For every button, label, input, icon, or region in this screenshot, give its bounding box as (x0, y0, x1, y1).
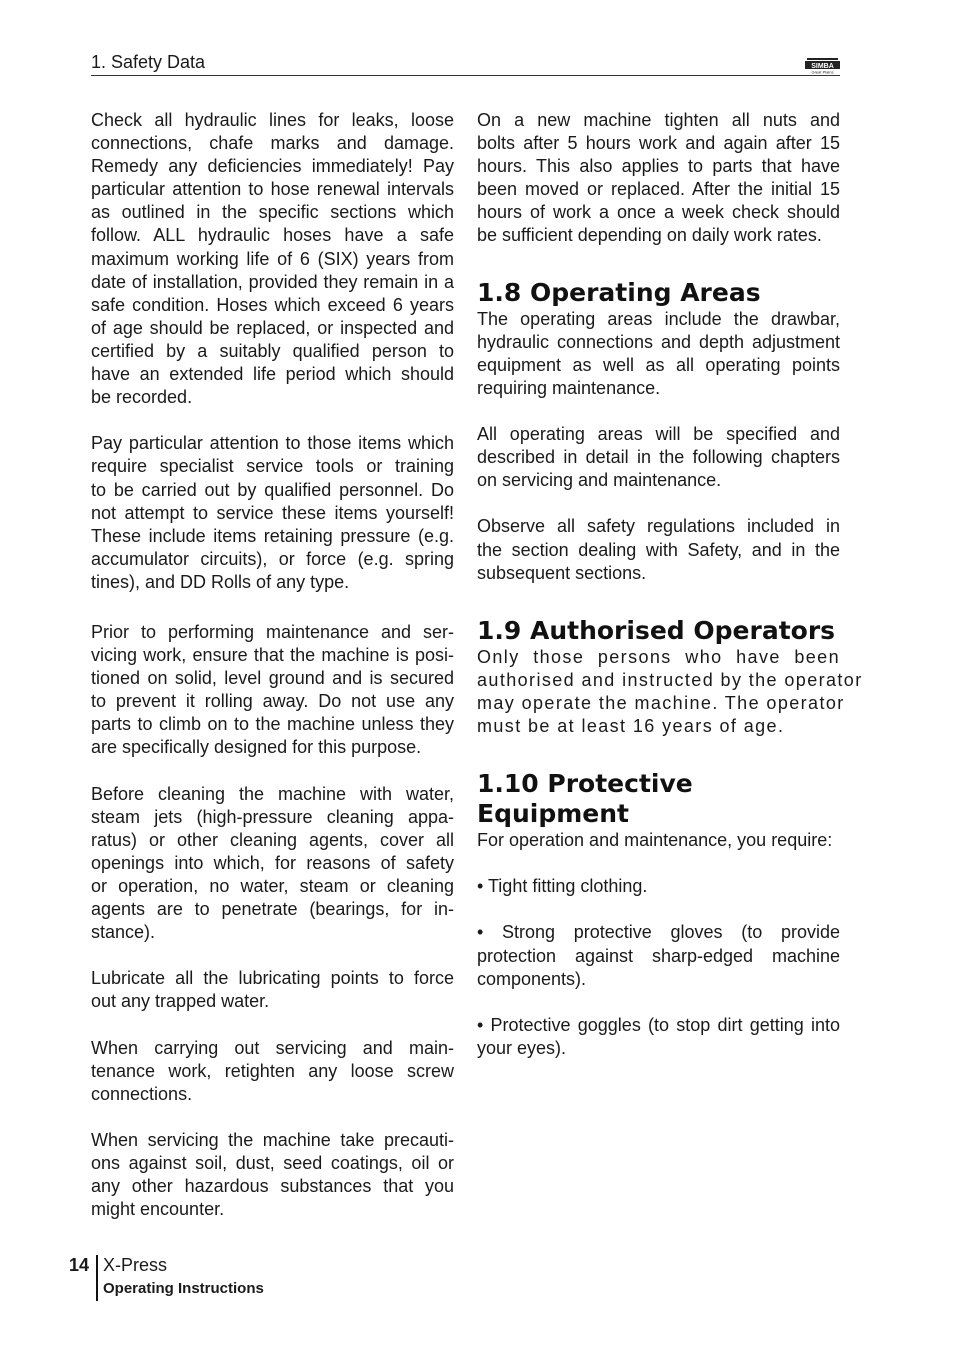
text-line: stance). (91, 922, 156, 943)
bullet-clothing (477, 875, 840, 898)
paragraph-retighten (91, 1037, 454, 1106)
text-line: Only those persons who have been (477, 646, 840, 667)
text-line: date of installation, provided they remain in a (91, 271, 454, 292)
paragraph-authorised-operators (477, 646, 863, 738)
text-line: hydraulic connections and depth adjustment (477, 331, 840, 352)
bullet-goggles (477, 1014, 840, 1060)
footer-product: X-Press (103, 1255, 168, 1275)
paragraph-specialist-items (91, 432, 454, 594)
text-line: Observe all safety regulations included in (477, 516, 840, 537)
text-line: follow. ALL hydraulic hoses have a safe (91, 225, 454, 246)
text-line: as outlined in the specific sections which (91, 202, 454, 223)
footer-divider (96, 1255, 98, 1301)
paragraph-you-require (477, 829, 840, 852)
text-line: maximum working life of 6 (SIX) years from (91, 248, 454, 269)
text-line: components). (477, 968, 587, 989)
text-line: be recorded. (91, 387, 193, 408)
text-line: For operation and maintenance, you require: (477, 830, 833, 851)
text-line: When carrying out servicing and main- (91, 1037, 454, 1058)
text-line: ratus) or other cleaning agents, cover all (91, 829, 454, 850)
heading-line: 1.10 Protective (477, 769, 693, 799)
footer-subtitle: Operating Instructions (103, 1280, 264, 1297)
heading-authorised-operators: 1.9 Authorised Operators (477, 615, 836, 645)
text-line: Lubricate all the lubricating points to force (91, 968, 454, 989)
text-line: Before cleaning the machine with water, (91, 783, 454, 804)
text-line: ons against soil, dust, seed coatings, oil or (91, 1153, 454, 1174)
text-line: All operating areas will be specified and (477, 424, 840, 445)
text-line: • Strong protective gloves (to provide (477, 922, 840, 943)
text-line: must be at least 16 years of age. (477, 715, 785, 736)
text-line: been moved or replaced. After the initial 15 (477, 179, 840, 200)
text-line: particular attention to hose renewal intervals (91, 179, 454, 200)
text-line: be sufficient depending on daily work rates. (477, 225, 822, 246)
bullet-gloves (477, 921, 840, 990)
logo-subtext: Great Plains (811, 69, 834, 75)
text-line: parts to climb on to the machine unless they (91, 714, 454, 735)
text-line: tenance work, retighten any loose screw (91, 1060, 454, 1081)
text-line: The operating areas include the drawbar, (477, 308, 840, 329)
paragraph-precautions (91, 1129, 454, 1221)
heading-line: Equipment (477, 799, 629, 829)
text-line: These include items retaining pressure (e.g. (91, 525, 454, 546)
right-column (477, 109, 863, 1060)
text-line: to prevent it rolling away. Do not use any (91, 691, 454, 712)
text-line: or operation, no water, steam or cleaning (91, 876, 454, 896)
text-line: to be carried out by qualified personnel. Do (91, 479, 454, 500)
logo-text: SIMBA (811, 63, 834, 70)
text-line: steam jets (high-pressure cleaning appa- (91, 806, 454, 827)
text-line: hours of work a once a week check should (477, 202, 840, 223)
paragraph-safety-regulations (477, 515, 840, 584)
text-line: When servicing the machine take precauti- (91, 1130, 454, 1151)
text-line: bolts after 5 hours work and again after 15 (477, 133, 840, 154)
text-line: connections, chafe marks and damage. (91, 133, 454, 154)
text-line: On a new machine tighten all nuts and (477, 110, 840, 130)
text-line: on servicing and maintenance. (477, 470, 722, 491)
simba-logo (805, 57, 840, 75)
text-line: tioned on solid, level ground and is secured (91, 668, 454, 689)
text-line: described in detail in the following chapters (477, 447, 840, 468)
text-line: safe condition. Hoses which exceed 6 years (91, 294, 454, 315)
text-line: openings into which, for reasons of safety (91, 852, 454, 873)
text-line: might encounter. (91, 1199, 225, 1220)
text-line: Check all hydraulic lines for leaks, loose (91, 110, 454, 130)
text-line: any other hazardous substances that you (91, 1176, 454, 1197)
text-line: the section dealing with Safety, and in the (477, 539, 840, 560)
text-line: require specialist service tools or training (91, 456, 454, 477)
text-line: authorised and instructed by the operator (477, 669, 863, 690)
text-line: • Protective goggles (to stop dirt getting into (477, 1014, 840, 1035)
text-line: out any trapped water. (91, 991, 270, 1012)
heading-operating-areas: 1.8 Operating Areas (477, 277, 761, 307)
header-rule (91, 75, 840, 76)
text-line: equipment as well as all operating points (477, 354, 840, 375)
text-line: Pay particular attention to those items which (91, 433, 454, 454)
text-line: Remedy any deficiencies immediately! Pay (91, 156, 454, 177)
paragraph-lubricate (91, 967, 454, 1013)
page-number: 14 (69, 1255, 90, 1275)
text-line: have an extended life period which should (91, 364, 454, 385)
paragraph-new-machine (477, 109, 840, 248)
heading-protective-equipment (477, 769, 840, 829)
text-line: are specifically designed for this purpose. (91, 737, 422, 758)
paragraph-cleaning (91, 783, 454, 945)
text-line: certified by a suitably qualified person to (91, 340, 454, 361)
text-line: vicing work, ensure that the machine is posi- (91, 645, 454, 666)
text-line: agents are to penetrate (bearings, for in- (91, 899, 454, 920)
text-line: connections. (91, 1083, 193, 1104)
left-column (91, 109, 454, 1221)
text-line: tines), and DD Rolls of any type. (91, 571, 350, 592)
text-line: accumulator circuits), or force (e.g. spring (91, 548, 454, 569)
text-line: of age should be replaced, or inspected and (91, 317, 454, 338)
text-line: subsequent sections. (477, 562, 647, 583)
text-line: hours. This also applies to parts that have (477, 156, 840, 177)
paragraph-hydraulic-lines (91, 109, 454, 409)
paragraph-positioning (91, 621, 454, 760)
paragraph-operating-areas (477, 308, 840, 400)
text-line: Prior to performing maintenance and ser- (91, 621, 454, 642)
text-line: may operate the machine. The operator (477, 692, 845, 713)
text-line: your eyes). (477, 1037, 567, 1058)
running-header: 1. Safety Data (91, 52, 206, 72)
text-line: requiring maintenance. (477, 377, 661, 398)
text-line: not attempt to service these items yourself! (91, 502, 454, 523)
paragraph-specified-areas (477, 423, 840, 492)
text-line: protection against sharp-edged machine (477, 945, 840, 966)
text-line: • Tight fitting clothing. (477, 876, 648, 897)
